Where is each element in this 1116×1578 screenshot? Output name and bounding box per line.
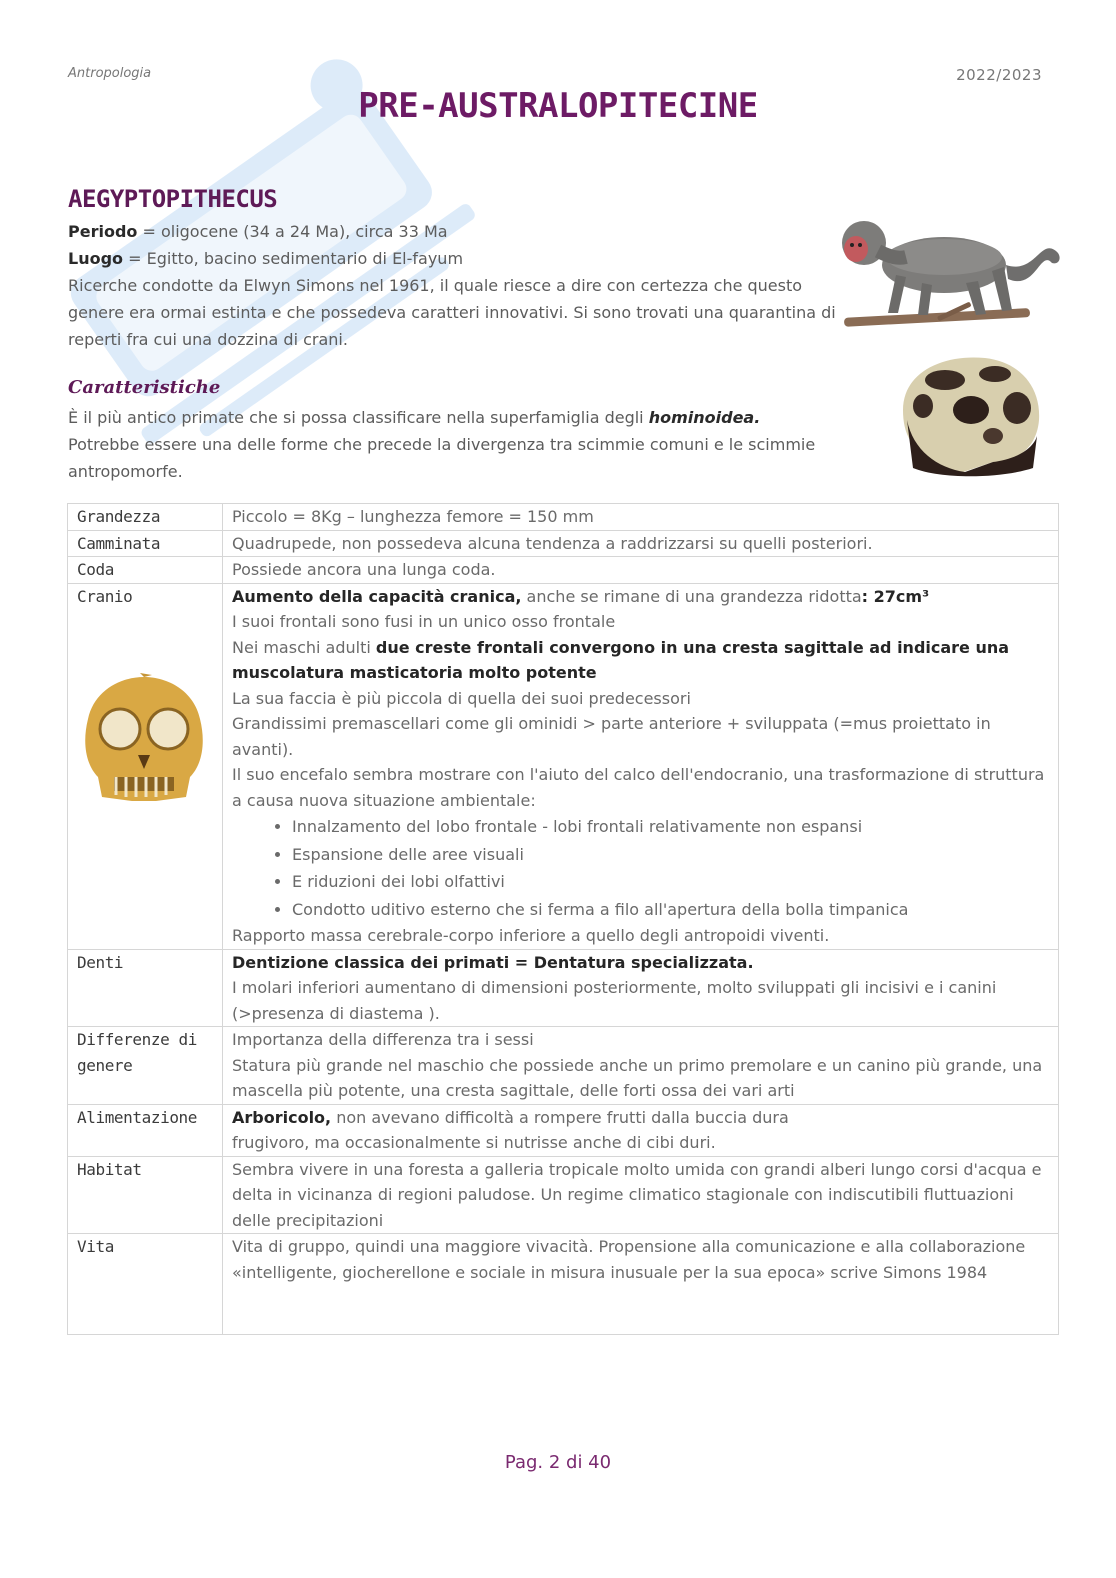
page-number: Pag. 2 di 40 bbox=[504, 1452, 612, 1473]
row-label: Vita bbox=[68, 1234, 223, 1335]
intro-block bbox=[68, 218, 848, 353]
alimentazione-p1 bbox=[232, 1105, 1049, 1131]
row-label: Grandezza bbox=[68, 504, 223, 531]
ricerche-paragraph: Ricerche condotte da Elwyn Simons nel 1961, il quale riesce a dire con certezza che questo genere era ormai estinta e che possedeva caratteri innovativi. Si sono trovati una quarantina di reperti fra cui una dozzina di crani. bbox=[68, 276, 836, 349]
row-value: Possiede ancora una lunga coda. bbox=[223, 557, 1059, 584]
denti-p1 bbox=[232, 950, 1049, 976]
table-row bbox=[68, 530, 1059, 557]
row-label-cell bbox=[68, 583, 223, 949]
row-value bbox=[223, 949, 1059, 1027]
cranio-bold-2: due creste frontali convergono in una cresta sagittale ad indicare una muscolatura masticatoria molto potente bbox=[232, 637, 1010, 682]
luogo-line bbox=[68, 245, 848, 272]
monkey-illustration bbox=[826, 205, 1066, 335]
table-row bbox=[68, 583, 1059, 949]
cranio-p5: Grandissimi premascellari come gli ominidi > parte anteriore + sviluppata (=mus proiettato in avanti). bbox=[232, 714, 991, 759]
table-row bbox=[68, 1234, 1059, 1335]
list-item: • Innalzamento del lobo frontale - lobi frontali relativamente non espansi bbox=[292, 813, 1049, 841]
table-row bbox=[68, 949, 1059, 1027]
cranio-p1-rest: anche se rimane di una grandezza ridotta bbox=[521, 586, 862, 606]
table-row bbox=[68, 1027, 1059, 1105]
table-row bbox=[68, 1156, 1059, 1234]
row-label: Camminata bbox=[68, 530, 223, 557]
luogo-label: Luogo bbox=[68, 249, 124, 268]
alimentazione-p2: frugivoro, ma occasionalmente si nutrisse anche di cibi duri. bbox=[232, 1133, 716, 1152]
denti-p2: I molari inferiori aumentano di dimensioni posteriormente, molto sviluppati gli incisivi e i canini (>presenza di diastema ). bbox=[232, 978, 997, 1023]
table-row bbox=[68, 557, 1059, 584]
cranio-capacity: : 27cm³ bbox=[861, 586, 930, 606]
caratteristiche-text bbox=[68, 404, 858, 485]
cranio-bullet-list bbox=[232, 813, 1049, 923]
cranio-bold-1: Aumento della capacità cranica, bbox=[232, 586, 522, 606]
periodo-label: Periodo bbox=[68, 222, 138, 241]
row-label: Cranio bbox=[77, 586, 133, 606]
subsection-title: Caratteristiche bbox=[68, 377, 221, 398]
row-label: Denti bbox=[68, 949, 223, 1027]
skull-frontal-image bbox=[80, 673, 208, 805]
caratteristiche-line-1 bbox=[68, 404, 858, 431]
table-row bbox=[68, 1104, 1059, 1156]
skull-lateral-image bbox=[893, 350, 1045, 478]
row-value bbox=[223, 1234, 1059, 1335]
line1-text: È il più antico primate che si possa classificare nella superfamiglia degli bbox=[68, 408, 649, 427]
alimentazione-bold: Arboricolo, bbox=[232, 1107, 332, 1127]
row-value: Piccolo = 8Kg – lunghezza femore = 150 mm bbox=[223, 504, 1059, 531]
academic-year: 2022/2023 bbox=[956, 66, 1042, 84]
luogo-value: = Egitto, bacino sedimentario di El-fayum bbox=[123, 249, 464, 268]
row-value: Quadrupede, non possedeva alcuna tendenza a raddrizzarsi su quelli posteriori. bbox=[223, 530, 1059, 557]
periodo-line bbox=[68, 218, 848, 245]
row-label: Differenze di genere bbox=[68, 1027, 223, 1105]
row-label: Coda bbox=[68, 557, 223, 584]
hominoidea-term: hominoidea. bbox=[648, 408, 761, 427]
row-value: Sembra vivere in una foresta a galleria tropicale molto umida con grandi alberi lungo corsi d'acqua e delta in vicinanza di regioni paludose. Un regime climatico stagionale con indiscutibili fluttuazioni delle precipitazioni bbox=[223, 1156, 1059, 1234]
cranio-p1 bbox=[232, 584, 1049, 610]
row-value bbox=[223, 1104, 1059, 1156]
cranio-p2: I suoi frontali sono fusi in un unico osso frontale bbox=[232, 612, 616, 631]
cranio-p6: Il suo encefalo sembra mostrare con l'aiuto del calco dell'endocranio, una trasformazione di struttura a causa nuova situazione ambientale: bbox=[232, 765, 1045, 810]
cranio-p7: Rapporto massa cerebrale-corpo inferiore a quello degli antropoidi viventi. bbox=[232, 926, 830, 945]
subject-label: Antropologia bbox=[68, 66, 152, 81]
list-item: • E riduzioni dei lobi olfattivi bbox=[292, 868, 1049, 896]
page-title: PRE-AUSTRALOPITECINE bbox=[358, 86, 758, 126]
caratteristiche-line-2: Potrebbe essere una delle forme che precede la divergenza tra scimmie comuni e le scimmie antropomorfe. bbox=[68, 435, 816, 481]
row-label: Habitat bbox=[68, 1156, 223, 1234]
traits-table bbox=[67, 503, 1059, 1335]
section-title: AEGYPTOPITHECUS bbox=[68, 185, 278, 213]
differenze-p2: Statura più grande nel maschio che possiede anche un primo premolare e un canino più grande, una mascella più potente, una cresta sagittale, delle forti ossa dei vari arti bbox=[232, 1055, 1043, 1100]
denti-bold: Dentizione classica dei primati = Dentatura specializzata. bbox=[232, 952, 754, 972]
row-label: Alimentazione bbox=[68, 1104, 223, 1156]
list-item: • Condotto uditivo esterno che si ferma a filo all'apertura della bolla timpanica bbox=[292, 896, 1049, 924]
cranio-p4: La sua faccia è più piccola di quella dei suoi predecessori bbox=[232, 688, 691, 708]
row-value bbox=[223, 1027, 1059, 1105]
cranio-p3 bbox=[232, 635, 1049, 686]
table-row bbox=[68, 504, 1059, 531]
list-item: • Espansione delle aree visuali bbox=[292, 841, 1049, 869]
vita-p2: «intelligente, giocherellone e sociale in misura inusuale per la sua epoca» scrive Simons 1984 bbox=[232, 1262, 988, 1282]
row-value bbox=[223, 583, 1059, 949]
cranio-p3-pre: Nei maschi adulti bbox=[232, 637, 376, 657]
vita-p1: Vita di gruppo, quindi una maggiore vivacità. Propensione alla comunicazione e alla collaborazione bbox=[232, 1237, 1026, 1256]
alimentazione-p1-rest: non avevano difficoltà a rompere frutti dalla buccia dura bbox=[331, 1107, 789, 1127]
periodo-value: = oligocene (34 a 24 Ma), circa 33 Ma bbox=[137, 222, 448, 241]
differenze-p1: Importanza della differenza tra i sessi bbox=[232, 1030, 534, 1049]
